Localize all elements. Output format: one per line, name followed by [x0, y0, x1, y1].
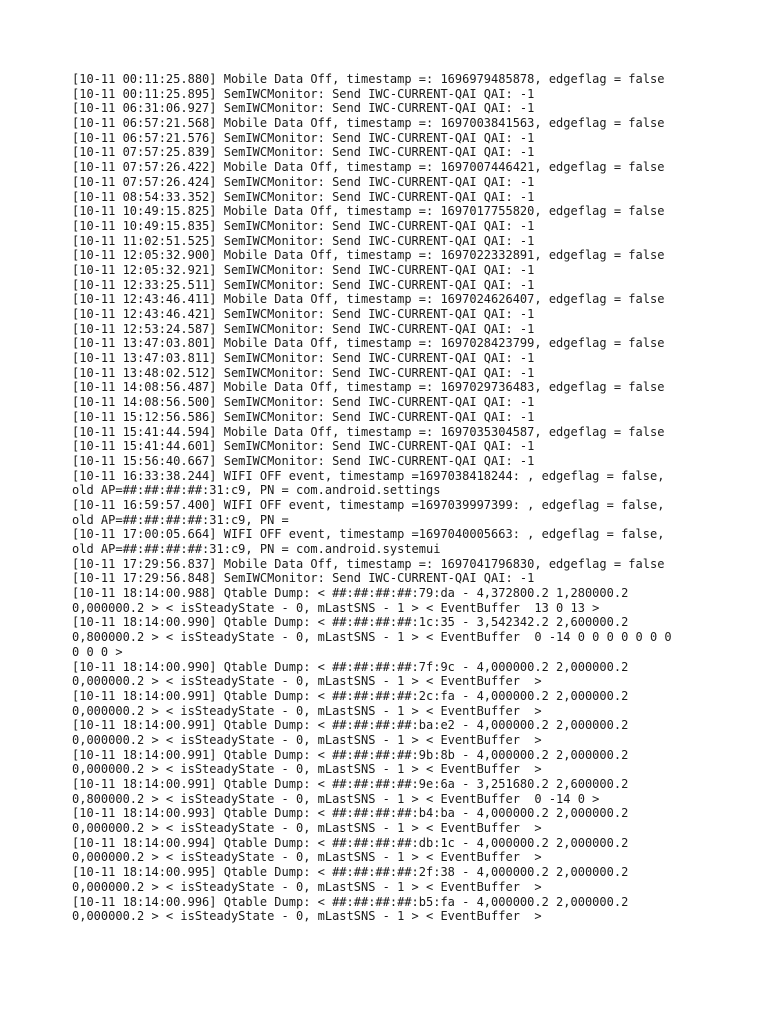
log-line: [10-11 12:53:24.587] SemIWCMonitor: Send IWC-CURRENT-QAI QAI: -1: [72, 321, 535, 336]
log-line: [10-11 11:02:51.525] SemIWCMonitor: Send IWC-CURRENT-QAI QAI: -1: [72, 233, 535, 248]
log-line: 0,800000.2 > < isSteadyState - 0, mLastSNS - 1 > < EventBuffer 0 -14 0 0 0 0 0 0 0: [72, 630, 672, 645]
log-line: [10-11 13:47:03.801] Mobile Data Off, timestamp =: 1697028423799, edgeflag = false: [72, 336, 665, 351]
log-line: [10-11 08:54:33.352] SemIWCMonitor: Send IWC-CURRENT-QAI QAI: -1: [72, 189, 535, 204]
log-line: [10-11 10:49:15.825] Mobile Data Off, timestamp =: 1697017755820, edgeflag = false: [72, 204, 665, 219]
log-line: [10-11 15:12:56.586] SemIWCMonitor: Send IWC-CURRENT-QAI QAI: -1: [72, 409, 535, 424]
log-line: [10-11 17:29:56.848] SemIWCMonitor: Send IWC-CURRENT-QAI QAI: -1: [72, 571, 535, 586]
log-line: [10-11 18:14:00.995] Qtable Dump: < ##:##:##:##:2f:38 - 4,000000.2 2,000000.2: [72, 865, 629, 880]
log-line: [10-11 00:11:25.895] SemIWCMonitor: Send IWC-CURRENT-QAI QAI: -1: [72, 86, 535, 101]
log-line: [10-11 07:57:26.424] SemIWCMonitor: Send IWC-CURRENT-QAI QAI: -1: [72, 174, 535, 189]
log-line: [10-11 06:57:21.568] Mobile Data Off, timestamp =: 1697003841563, edgeflag = false: [72, 116, 665, 131]
log-line: [10-11 18:14:00.990] Qtable Dump: < ##:##:##:##:7f:9c - 4,000000.2 2,000000.2: [72, 659, 629, 674]
log-line: 0,000000.2 > < isSteadyState - 0, mLastSNS - 1 > < EventBuffer >: [72, 703, 542, 718]
log-line: [10-11 15:56:40.667] SemIWCMonitor: Send IWC-CURRENT-QAI QAI: -1: [72, 453, 535, 468]
log-line: [10-11 17:29:56.837] Mobile Data Off, timestamp =: 1697041796830, edgeflag = false: [72, 556, 665, 571]
log-line: [10-11 18:14:00.993] Qtable Dump: < ##:##:##:##:b4:ba - 4,000000.2 2,000000.2: [72, 806, 629, 821]
log-line: old AP=##:##:##:##:31:c9, PN = com.android.systemui: [72, 542, 441, 556]
log-line: [10-11 06:31:06.927] SemIWCMonitor: Send IWC-CURRENT-QAI QAI: -1: [72, 101, 535, 116]
log-line: [10-11 18:14:00.990] Qtable Dump: < ##:##:##:##:1c:35 - 3,542342.2 2,600000.2: [72, 615, 629, 630]
log-line: [10-11 15:41:44.594] Mobile Data Off, timestamp =: 1697035304587, edgeflag = false: [72, 424, 665, 439]
log-line: 0,000000.2 > < isSteadyState - 0, mLastSNS - 1 > < EventBuffer >: [72, 674, 542, 689]
log-line: old AP=##:##:##:##:31:c9, PN = com.android.settings: [72, 483, 441, 498]
log-line: [10-11 16:33:38.244] WIFI OFF event, timestamp =1697038418244: , edgeflag = false,: [72, 468, 665, 483]
log-line: [10-11 14:08:56.487] Mobile Data Off, timestamp =: 1697029736483, edgeflag = false: [72, 380, 665, 395]
log-line: [10-11 16:59:57.400] WIFI OFF event, timestamp =1697039997399: , edgeflag = false,: [72, 497, 665, 512]
log-line: [10-11 18:14:00.988] Qtable Dump: < ##:##:##:##:79:da - 4,372800.2 1,280000.2: [72, 586, 629, 601]
log-text-block: [72, 72, 712, 924]
log-line: [10-11 13:48:02.512] SemIWCMonitor: Send IWC-CURRENT-QAI QAI: -1: [72, 365, 535, 380]
log-line: [10-11 18:14:00.991] Qtable Dump: < ##:##:##:##:9e:6a - 3,251680.2 2,600000.2: [72, 777, 629, 791]
log-line: [10-11 17:00:05.664] WIFI OFF event, timestamp =1697040005663: , edgeflag = false,: [72, 527, 665, 542]
log-line: 0,000000.2 > < isSteadyState - 0, mLastSNS - 1 > < EventBuffer >: [72, 909, 542, 924]
log-line: [10-11 07:57:26.422] Mobile Data Off, timestamp =: 1697007446421, edgeflag = false: [72, 160, 665, 175]
log-line: 0 0 0 >: [72, 644, 123, 659]
log-line: [10-11 18:14:00.991] Qtable Dump: < ##:##:##:##:ba:e2 - 4,000000.2 2,000000.2: [72, 718, 629, 733]
log-line: [10-11 10:49:15.835] SemIWCMonitor: Send IWC-CURRENT-QAI QAI: -1: [72, 218, 535, 233]
log-line: old AP=##:##:##:##:31:c9, PN =: [72, 512, 289, 527]
log-line: 0,000000.2 > < isSteadyState - 0, mLastSNS - 1 > < EventBuffer >: [72, 732, 542, 747]
log-line: [10-11 18:14:00.994] Qtable Dump: < ##:##:##:##:db:1c - 4,000000.2 2,000000.2: [72, 835, 629, 850]
log-line: [10-11 12:33:25.511] SemIWCMonitor: Send IWC-CURRENT-QAI QAI: -1: [72, 277, 535, 292]
log-line: [10-11 18:14:00.991] Qtable Dump: < ##:##:##:##:2c:fa - 4,000000.2 2,000000.2: [72, 688, 629, 703]
log-line: [10-11 12:05:32.900] Mobile Data Off, timestamp =: 1697022332891, edgeflag = false: [72, 248, 665, 263]
log-line: 0,000000.2 > < isSteadyState - 0, mLastSNS - 1 > < EventBuffer >: [72, 879, 542, 894]
log-line: [10-11 06:57:21.576] SemIWCMonitor: Send IWC-CURRENT-QAI QAI: -1: [72, 130, 535, 145]
log-line: [10-11 12:43:46.411] Mobile Data Off, timestamp =: 1697024626407, edgeflag = false: [72, 292, 665, 307]
log-line: [10-11 15:41:44.601] SemIWCMonitor: Send IWC-CURRENT-QAI QAI: -1: [72, 439, 535, 454]
log-line: 0,000000.2 > < isSteadyState - 0, mLastSNS - 1 > < EventBuffer 13 0 13 >: [72, 600, 600, 615]
log-line: [10-11 07:57:25.839] SemIWCMonitor: Send IWC-CURRENT-QAI QAI: -1: [72, 145, 535, 160]
log-line: 0,800000.2 > < isSteadyState - 0, mLastSNS - 1 > < EventBuffer 0 -14 0 >: [72, 791, 600, 806]
log-line: [10-11 18:14:00.996] Qtable Dump: < ##:##:##:##:b5:fa - 4,000000.2 2,000000.2: [72, 894, 629, 909]
log-line: [10-11 14:08:56.500] SemIWCMonitor: Send IWC-CURRENT-QAI QAI: -1: [72, 395, 535, 410]
log-line: 0,000000.2 > < isSteadyState - 0, mLastSNS - 1 > < EventBuffer >: [72, 850, 542, 865]
log-line: [10-11 00:11:25.880] Mobile Data Off, timestamp =: 1696979485878, edgeflag = false: [72, 72, 665, 86]
log-line: 0,000000.2 > < isSteadyState - 0, mLastSNS - 1 > < EventBuffer >: [72, 821, 542, 836]
log-line: [10-11 12:43:46.421] SemIWCMonitor: Send IWC-CURRENT-QAI QAI: -1: [72, 307, 535, 321]
log-line: [10-11 18:14:00.991] Qtable Dump: < ##:##:##:##:9b:8b - 4,000000.2 2,000000.2: [72, 747, 629, 762]
log-line: 0,000000.2 > < isSteadyState - 0, mLastSNS - 1 > < EventBuffer >: [72, 762, 542, 777]
log-line: [10-11 13:47:03.811] SemIWCMonitor: Send IWC-CURRENT-QAI QAI: -1: [72, 351, 535, 366]
log-line: [10-11 12:05:32.921] SemIWCMonitor: Send IWC-CURRENT-QAI QAI: -1: [72, 262, 535, 277]
